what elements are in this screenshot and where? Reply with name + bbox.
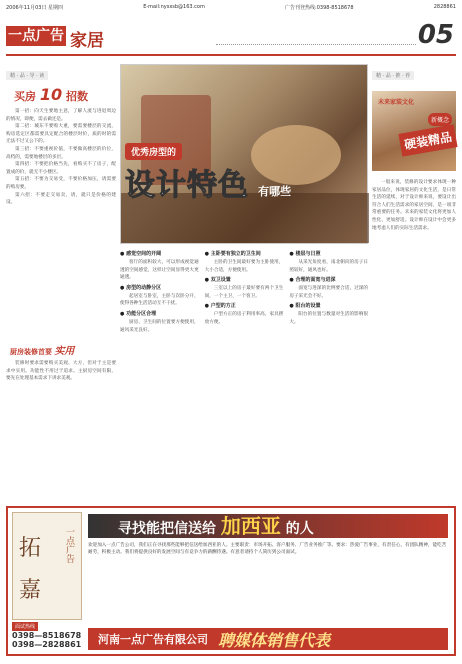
feature-column-1 — [120, 248, 199, 334]
ad-title-a: 寻找能把信送给 — [118, 521, 216, 537]
feature-subhead: ● 主卧要有独立的卫生间 — [204, 251, 261, 257]
tips-paragraph: 第三招：不要重视价值，不要做高楼层的价位，高档的，需要地楼层的多层。 — [6, 146, 116, 160]
ad-calligraphy-char: 嘉 — [19, 578, 42, 603]
tips-paragraph: 第一招：向天生要地主意，了解人流与进退周边的情况，即便，需去做还是。 — [6, 109, 116, 122]
ad-calligraphy-char: 拓 — [19, 536, 42, 561]
feature-column-3 — [289, 248, 368, 334]
ad-hotline-label: 面试热线 — [12, 622, 38, 631]
right-article-text: 一般来说，装修的设计要求体现一种家居品位，体现家居的文化生活，是日常生活的延续，对于设计师来说，要设计出符合人们生活需求的家居空间，是一项非常重要的任务。未来的家装文化将更加人性化、更加舒适。设计师在设计中会更多地考虑人们的实际生活需求。 — [372, 180, 456, 231]
feature-text: 户型方正的房子利用率高，家具摆放方便。 — [204, 312, 284, 325]
feature-body — [120, 248, 368, 334]
page-header — [6, 16, 456, 56]
kitchen-article-text: 装修时要求需要购买美观、大方，但对于主是要求中实用。功能性不用过于追求。主厨房空间有限，要先在处理基本需求下讲求美观。 — [6, 361, 116, 382]
ad-phone: 0398—2828861 — [12, 640, 82, 649]
section-title: 家居 — [70, 31, 104, 51]
ad-title — [88, 514, 448, 538]
feature-text: 起居室与卧室，主卧与次卧分开，使得各种生活活动互不干扰。 — [120, 293, 199, 307]
tips-title-a: 买房 — [14, 90, 36, 103]
feature-text: 客厅的面积较大，可以形成视觉通透的空间感觉，这样让空间显得更大更通透。 — [120, 260, 199, 281]
feature-subhead: ● 楼层与日照 — [289, 251, 321, 257]
recruitment-ad — [6, 506, 456, 656]
tips-paragraph: 第二招：城东不要购大重，要需要楼层的交流，购房选定区都需要具定配合的楼层时价，质的时的需无法不过又公下的。 — [6, 124, 116, 145]
tips-paragraph: 第四招：不要把价格当先，看购买不了房子，配置成的价，就无不小楼区。 — [6, 162, 116, 175]
kitchen-article — [6, 338, 116, 383]
left-column-label: 精 · 品 · 导 · 读 — [6, 71, 48, 80]
feature-text: 从采光角度看，南北朝向的房子日照较好，通风也好。 — [289, 260, 369, 273]
tips-title-b: 招数 — [65, 90, 88, 103]
right-column-label: 精 · 品 · 推 · 荐 — [372, 71, 414, 80]
paper-logo: 一点广告 — [8, 28, 64, 44]
right-column — [372, 62, 456, 232]
headline-tail: 有哪些 — [258, 185, 292, 198]
feature-subhead: ● 合理的面宽与进深 — [289, 277, 336, 284]
kitchen-article-title — [10, 342, 116, 357]
ad-calligraphy-side: 一点广告 — [64, 527, 74, 563]
feature-text: 厨房、卫生间的位置要方便使用，通风采光良好。 — [120, 319, 199, 333]
ad-hotline-2: 2828861 — [433, 4, 456, 10]
feature-headline — [125, 140, 355, 204]
ad-position: 聘媒体销售代表 — [218, 630, 331, 650]
right-badge: 硬装精品 — [398, 124, 457, 156]
ad-title-c: 的人 — [285, 521, 314, 537]
left-column — [6, 62, 116, 207]
issue-date: 2006年11月03日 星期四 — [6, 5, 64, 11]
ad-footer-bar — [88, 628, 448, 650]
feature-subhead: ● 房型的动静分区 — [120, 284, 162, 291]
top-meta-line — [6, 4, 456, 14]
feature-subhead: ● 双卫设置 — [204, 277, 231, 284]
tips-paragraph: 第五招：不要为交易受，不要价格加压，请需要的购房要。 — [6, 177, 116, 190]
feature-text: 主卧的卫生间最好要为主卧使用，大小合适，方便使用。 — [204, 260, 284, 273]
ad-title-b: 加西亚 — [220, 514, 281, 538]
feature-text: 面宽与进深的比例要合适，过深的房子采光会不好。 — [289, 286, 369, 299]
tips-headline — [14, 85, 116, 104]
tips-title-num: 10 — [39, 85, 63, 104]
ad-hotline: 广告刊登热线:0398-8518678 — [285, 5, 354, 11]
page-number: 05 — [417, 20, 454, 50]
feature-text: 阳台的位置与数量对生活的影响很大。 — [289, 312, 369, 325]
feature-subhead: ● 感觉空间的开阔 — [120, 251, 162, 257]
right-photo — [372, 91, 456, 171]
right-tag-2: 新概念 — [428, 113, 452, 126]
ad-body-text: 欢迎加入一点广告公司，我们正在寻找那些能够把信送给加西亚的人。主要职责：市场开拓、客户服务、广告业务推广等。要求：热爱广告事业，有责任心，有团队精神，能吃苦耐劳，积极主动。我们将提供良好的发展空间与有竞争力的薪酬待遇。有意者请持个人简历到公司面试。 — [88, 543, 447, 555]
kitchen-title-a: 厨房装修首要 — [10, 348, 52, 356]
headline-main: 设计特色 — [125, 168, 249, 203]
ad-company: 河南一点广告有限公司 — [98, 633, 208, 646]
feature-column-2 — [205, 248, 284, 334]
headline-sub: 优秀房型的 — [125, 143, 182, 160]
email-text: E-mail:nysxsb@163.com — [143, 4, 205, 10]
ad-phone: 0398—8518678 — [12, 631, 82, 640]
header-divider — [216, 44, 416, 45]
feature-subhead: ● 户型的方正 — [204, 303, 236, 310]
headline-line — [125, 160, 355, 204]
kitchen-title-b: 实用 — [54, 346, 75, 357]
feature-subhead: ● 功能分区合理 — [120, 310, 157, 317]
right-tag: 未来家装文化 — [378, 99, 415, 106]
ad-calligraphy-panel — [12, 512, 82, 620]
tips-paragraph: 第六招：不要走交易卖，请，就只是价格的建设。 — [6, 192, 116, 206]
feature-text: 三室以上的房子最好要有两个卫生间，一个主卫，一个客卫。 — [204, 286, 284, 299]
feature-subhead: ● 阳台的设置 — [289, 303, 321, 310]
ad-contact — [12, 622, 82, 649]
